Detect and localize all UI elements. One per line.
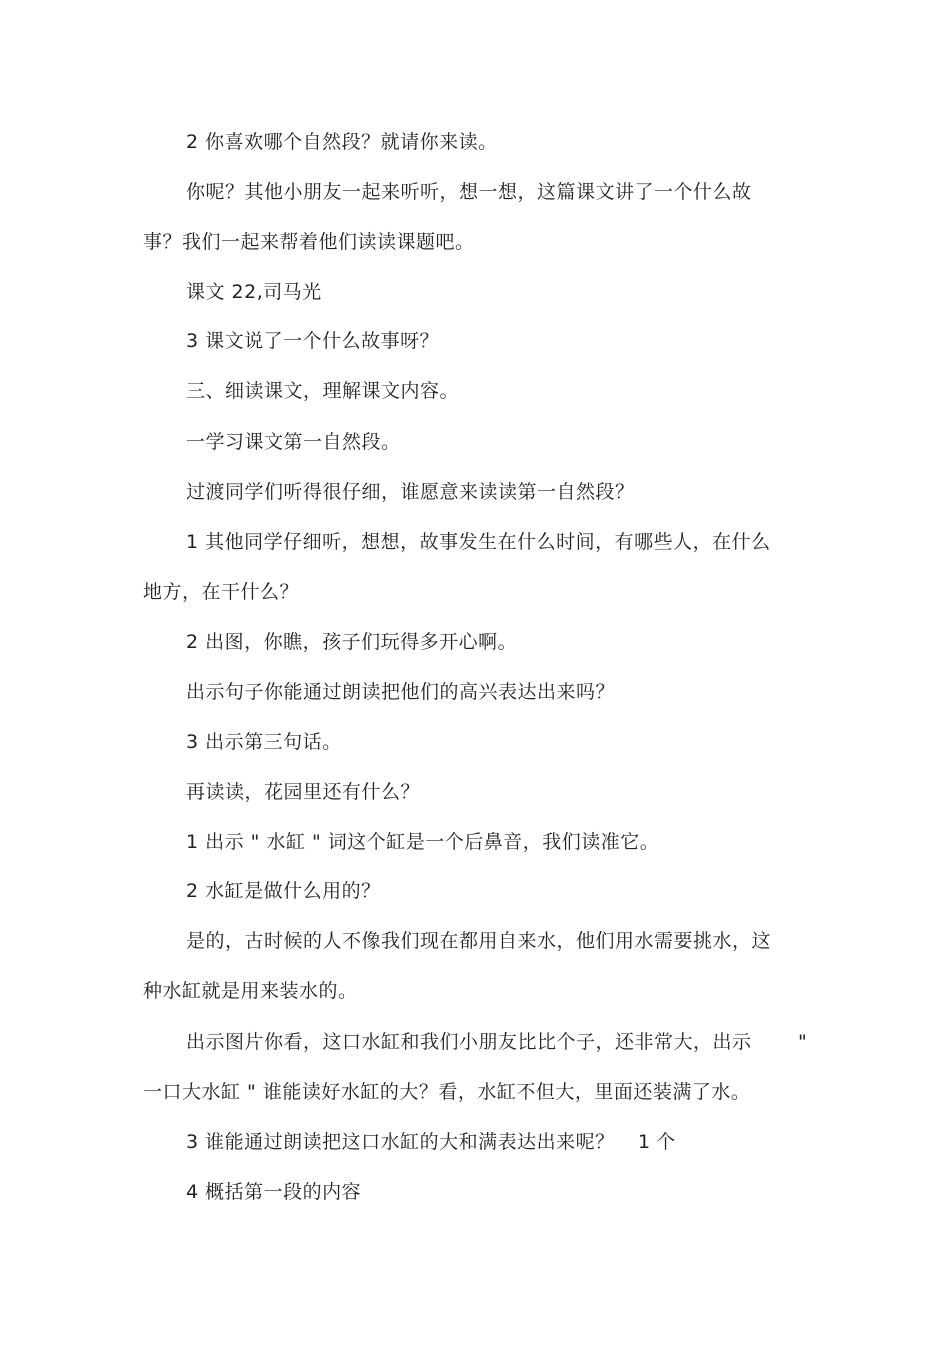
text-line: 出示图片你看，这口水缸和我们小朋友比比个子，还非常大，出示	[186, 1031, 752, 1053]
text-line: 种水缸就是用来装水的。	[143, 980, 358, 1002]
text-line: 再读读，花园里还有什么？	[186, 781, 421, 803]
text-line: 1 出示 " 水缸 " 词这个缸是一个后鼻音，我们读准它。	[186, 831, 660, 853]
text-line: 你呢？其他小朋友一起来听听，想一想，这篇课文讲了一个什么故	[186, 181, 752, 203]
text-line: 一口大水缸 " 谁能读好水缸的大？看，水缸不但大，里面还装满了水。	[143, 1081, 751, 1103]
text-line: 是的，古时候的人不像我们现在都用自来水，他们用水需要挑水，这	[186, 930, 772, 952]
text-line: 3 谁能通过朗读把这口水缸的大和满表达出来呢？	[186, 1131, 615, 1153]
quote-mark: "	[798, 1031, 807, 1053]
text-line: 2 出图，你瞧，孩子们玩得多开心啊。	[186, 631, 518, 653]
text-line: 1 其他同学仔细听，想想，故事发生在什么时间，有哪些人，在什么	[186, 531, 771, 553]
text-line: 过渡同学们听得很仔细，谁愿意来读读第一自然段？	[186, 481, 635, 503]
text-line: 地方，在干什么？	[143, 581, 300, 603]
text-line: 课文 22,司马光	[186, 281, 322, 303]
text-line: 3 课文说了一个什么故事呀？	[186, 330, 440, 352]
text-line: 三、细读课文，理解课文内容。	[186, 380, 460, 402]
text-line: 3 出示第三句话。	[186, 731, 342, 753]
trailing-note: 1 个	[638, 1131, 676, 1153]
text-line: 2 你喜欢哪个自然段？就请你来读。	[186, 131, 498, 153]
text-line: 事？我们一起来帮着他们读读课题吧。	[143, 231, 475, 253]
text-line: 2 水缸是做什么用的？	[186, 880, 381, 902]
text-line: 出示句子你能通过朗读把他们的高兴表达出来吗？	[186, 681, 616, 703]
text-line: 一学习课文第一自然段。	[186, 431, 401, 453]
text-line: 4 概括第一段的内容	[186, 1181, 362, 1203]
